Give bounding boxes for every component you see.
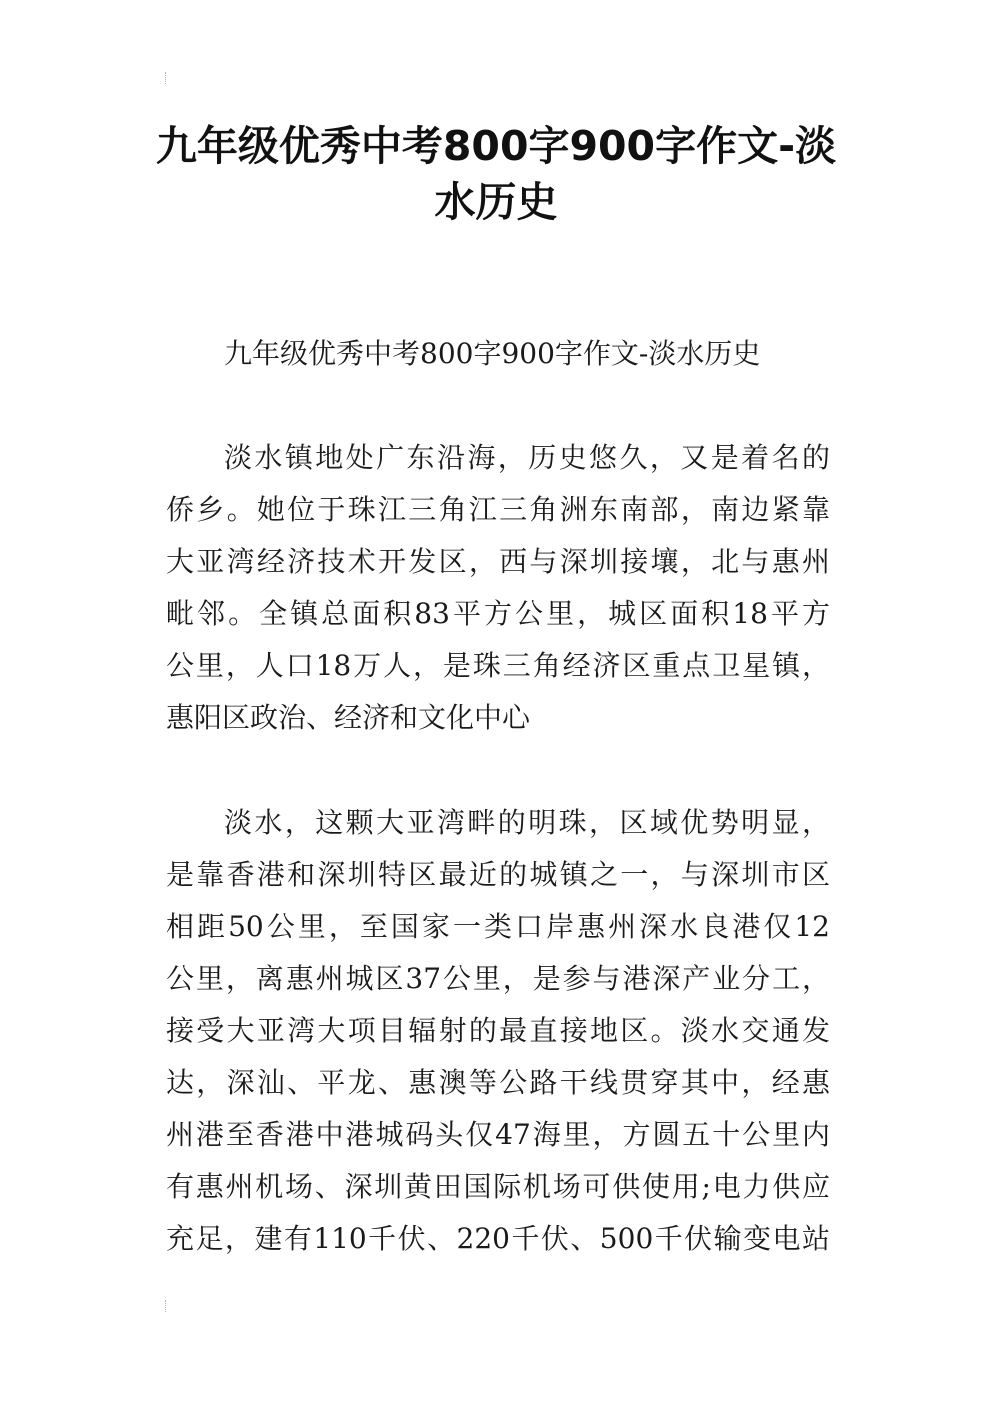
title-line: 水历史 <box>434 178 558 226</box>
page-corner-mark <box>165 72 168 84</box>
body-paragraph <box>166 432 830 744</box>
paragraph-line: 达，深汕、平龙、惠澳等公路干线贯穿其中，经惠 <box>166 1066 830 1099</box>
paragraph-line: 公里，人口18万人，是珠三角经济区重点卫星镇， <box>166 649 830 682</box>
paragraph-line: 侨乡。她位于珠江三角江三角洲东南部，南边紧靠 <box>166 493 830 526</box>
paragraph-line: 州港至香港中港城码头仅47海里，方圆五十公里内 <box>166 1118 830 1151</box>
paragraph-line: 相距50公里，至国家一类口岸惠州深水良港仅12 <box>166 910 830 943</box>
document-title <box>150 118 842 230</box>
paragraph-line: 毗邻。全镇总面积83平方公里，城区面积18平方 <box>166 597 830 630</box>
title-line: 九年级优秀中考800字900字作文-淡 <box>155 122 837 170</box>
paragraph-line: 接受大亚湾大项目辐射的最直接地区。淡水交通发 <box>166 1014 830 1047</box>
paragraph-line: 惠阳区政治、经济和文化中心 <box>166 701 531 734</box>
paragraph-line: 淡水镇地处广东沿海，历史悠久，又是着名的 <box>224 441 830 474</box>
paragraph-line: 大亚湾经济技术开发区，西与深圳接壤，北与惠州 <box>166 545 830 578</box>
paragraph-line: 公里，离惠州城区37公里，是参与港深产业分工， <box>166 962 830 995</box>
document-subtitle: 九年级优秀中考800字900字作文-淡水历史 <box>224 337 761 370</box>
paragraph-line: 淡水，这颗大亚湾畔的明珠，区域优势明显， <box>224 806 830 839</box>
paragraph-line: 有惠州机场、深圳黄田国际机场可供使用;电力供应 <box>166 1170 830 1203</box>
page-corner-mark <box>165 1300 168 1312</box>
body-paragraph <box>166 797 830 1265</box>
paragraph-line: 是靠香港和深圳特区最近的城镇之一，与深圳市区 <box>166 858 830 891</box>
paragraph-line: 充足，建有110千伏、220千伏、500千伏输变电站 <box>166 1222 830 1255</box>
